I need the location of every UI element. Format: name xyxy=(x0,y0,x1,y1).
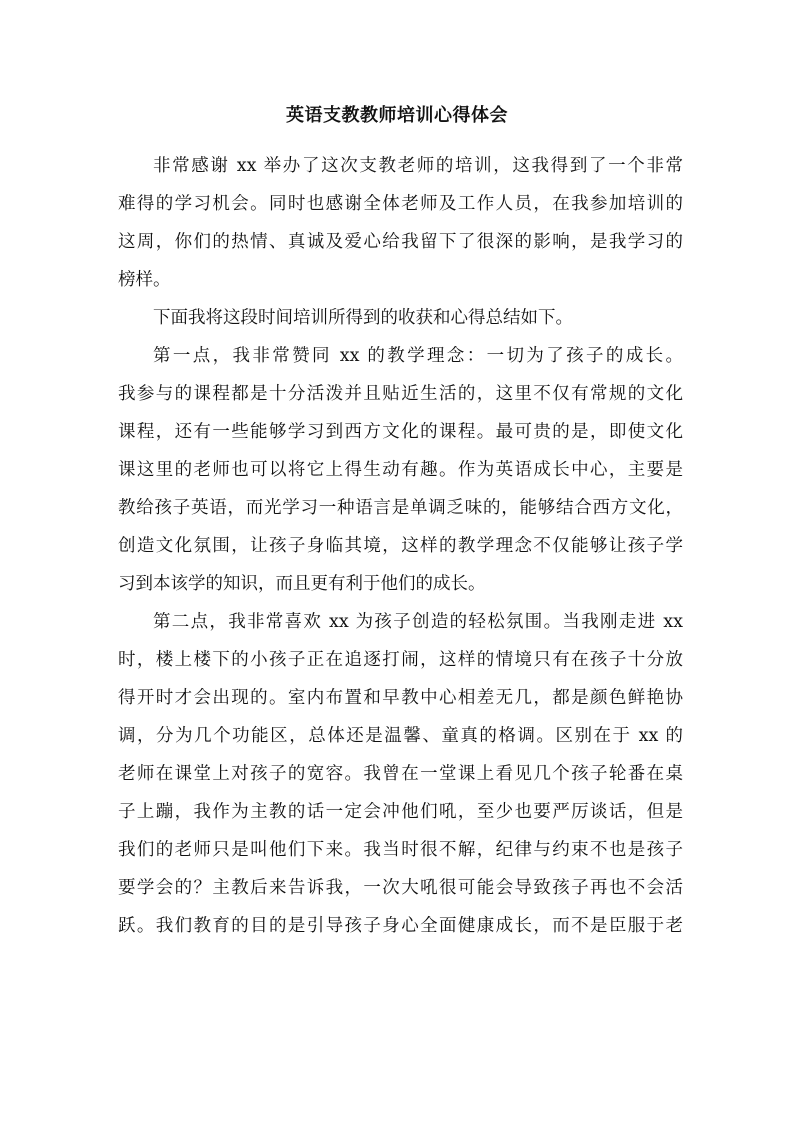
text-line: 创造文化氛围，让孩子身临其境，这样的教学理念不仅能够让孩子学 xyxy=(118,536,683,556)
paragraph-1 xyxy=(118,147,683,299)
paragraph-3 xyxy=(118,337,683,603)
text-line: 时，楼上楼下的小孩子正在追逐打闹，这样的情境只有在孩子十分放 xyxy=(118,650,683,670)
text-line: 子上蹦，我作为主教的话一定会冲他们吼，至少也要严厉谈话，但是 xyxy=(118,802,683,822)
paragraph-2 xyxy=(118,299,683,337)
text-line: 习到本该学的知识，而且更有利于他们的成长。 xyxy=(118,574,486,594)
text-line: 得开时才会出现的。室内布置和早教中心相差无几，都是颜色鲜艳协 xyxy=(118,688,683,708)
paragraph-4 xyxy=(118,603,683,945)
text-line: 课这里的老师也可以将它上得生动有趣。作为英语成长中心，主要是 xyxy=(118,460,683,480)
text-line: 下面我将这段时间培训所得到的收获和心得总结如下。 xyxy=(153,308,573,328)
text-line: 老师在课堂上对孩子的宽容。我曾在一堂课上看见几个孩子轮番在桌 xyxy=(118,764,683,784)
text-line: 教给孩子英语，而光学习一种语言是单调乏味的，能够结合西方文化， xyxy=(118,498,683,518)
text-line: 调，分为几个功能区，总体还是温馨、童真的格调。区别在于 xx 的 xyxy=(118,726,683,746)
text-line: 第二点，我非常喜欢 xx 为孩子创造的轻松氛围。当我刚走进 xx xyxy=(153,612,683,632)
document-body xyxy=(118,147,683,945)
text-line: 榜样。 xyxy=(118,270,171,290)
text-line: 课程，还有一些能够学习到西方文化的课程。最可贵的是，即使文化 xyxy=(118,422,683,442)
document-title: 英语支教教师培训心得体会 xyxy=(286,105,508,126)
text-line: 我们的老师只是叫他们下来。我当时很不解，纪律与约束不也是孩子 xyxy=(118,840,683,860)
text-line: 这周，你们的热情、真诚及爱心给我留下了很深的影响，是我学习的 xyxy=(118,232,683,252)
text-line: 难得的学习机会。同时也感谢全体老师及工作人员，在我参加培训的 xyxy=(118,194,683,214)
text-line: 第一点，我非常赞同 xx 的教学理念：一切为了孩子的成长。 xyxy=(153,346,683,366)
text-line: 我参与的课程都是十分活泼并且贴近生活的，这里不仅有常规的文化 xyxy=(118,384,683,404)
text-line: 跃。我们教育的目的是引导孩子身心全面健康成长，而不是臣服于老 xyxy=(118,916,683,936)
text-line: 非常感谢 xx 举办了这次支教老师的培训，这我得到了一个非常 xyxy=(153,156,683,176)
text-line: 要学会的？主教后来告诉我，一次大吼很可能会导致孩子再也不会活 xyxy=(118,878,683,898)
